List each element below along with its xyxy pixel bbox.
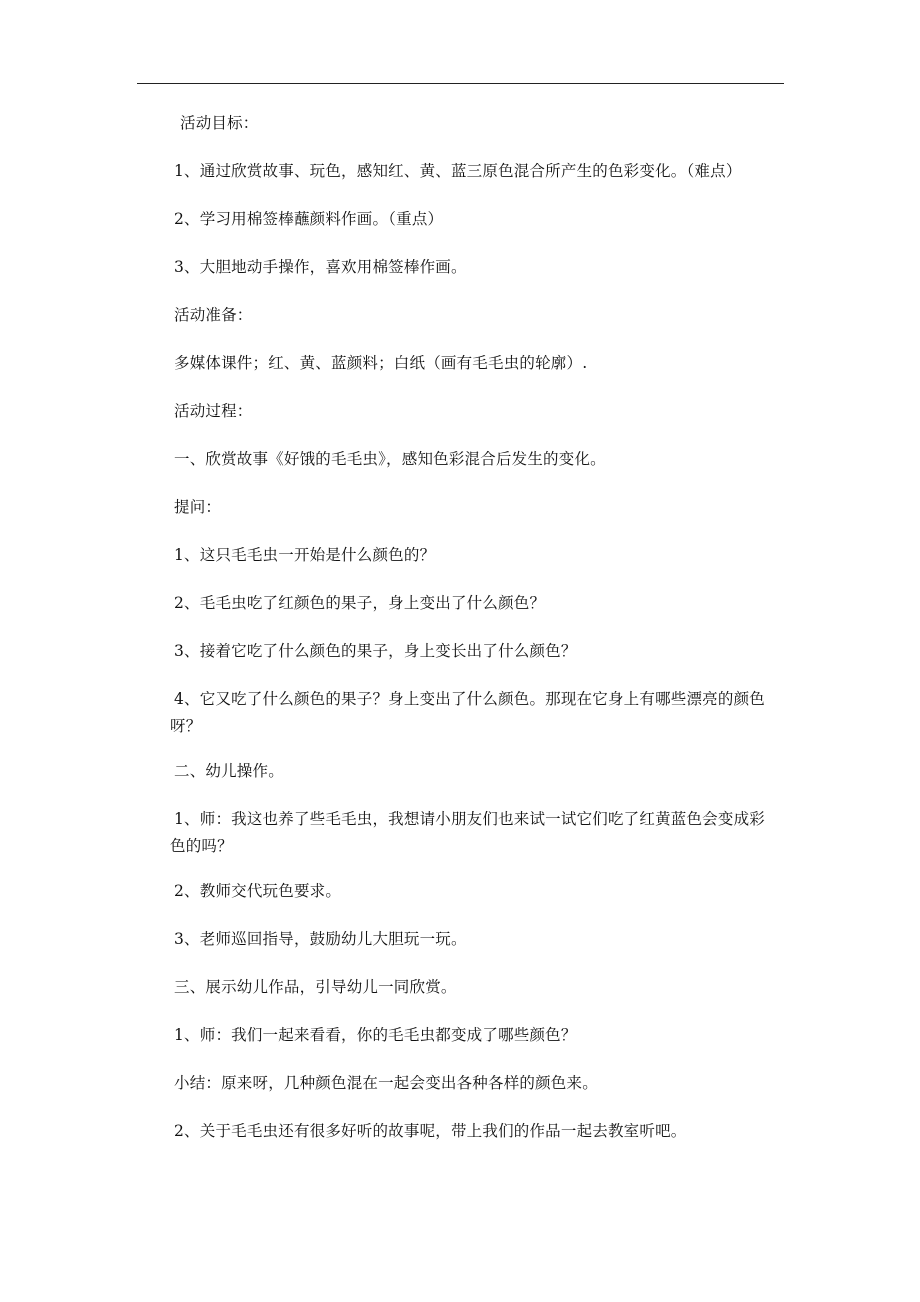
summary-text: 小结：原来呀，几种颜色混在一起会变出各种各样的颜色来。 [174, 1074, 598, 1092]
operation-item-1 [170, 806, 786, 860]
questions-label: 提问： [174, 498, 222, 516]
preparation-text: 多媒体课件；红、黄、蓝颜料；白纸（画有毛毛虫的轮廓）. [174, 354, 588, 372]
goal-item-2: 2、学习用棉签棒蘸颜料作画。（重点） [174, 210, 444, 228]
question-item-2: 2、毛毛虫吃了红颜色的果子，身上变出了什么颜色？ [174, 594, 546, 612]
section-heading-goals: 活动目标： [180, 114, 259, 132]
section-heading-preparation: 活动准备： [174, 306, 253, 324]
section-heading-process: 活动过程： [174, 402, 253, 420]
process-step-2-heading: 二、幼儿操作。 [174, 762, 284, 780]
question-item-4-line-2: 呀？ [170, 717, 202, 735]
process-step-3-heading: 三、展示幼儿作品，引导幼儿一同欣赏。 [174, 978, 457, 996]
question-item-4-line-1: 4、它又吃了什么颜色的果子？身上变出了什么颜色。那现在它身上有哪些漂亮的颜色 [174, 690, 765, 708]
operation-item-3: 3、老师巡回指导，鼓励幼儿大胆玩一玩。 [174, 930, 467, 948]
showcase-item-1: 1、师：我们一起来看看，你的毛毛虫都变成了哪些颜色？ [174, 1026, 577, 1044]
goal-item-3: 3、大胆地动手操作，喜欢用棉签棒作画。 [174, 258, 467, 276]
question-item-1: 1、这只毛毛虫一开始是什么颜色的？ [174, 546, 436, 564]
question-item-3: 3、接着它吃了什么颜色的果子，身上变长出了什么颜色？ [174, 642, 577, 660]
operation-item-1-line-2: 色的吗？ [170, 837, 233, 855]
operation-item-1-line-1: 1、师：我这也养了些毛毛虫，我想请小朋友们也来试一试它们吃了红黄蓝色会变成彩 [174, 810, 765, 828]
process-step-1-heading: 一、欣赏故事《好饿的毛毛虫》，感知色彩混合后发生的变化。 [174, 450, 606, 468]
showcase-item-2: 2、关于毛毛虫还有很多好听的故事呢，带上我们的作品一起去教室听吧。 [174, 1122, 687, 1140]
question-item-4 [170, 686, 786, 740]
goal-item-1: 1、通过欣赏故事、玩色，感知红、黄、蓝三原色混合所产生的色彩变化。（难点） [174, 162, 742, 180]
operation-item-2: 2、教师交代玩色要求。 [174, 882, 342, 900]
